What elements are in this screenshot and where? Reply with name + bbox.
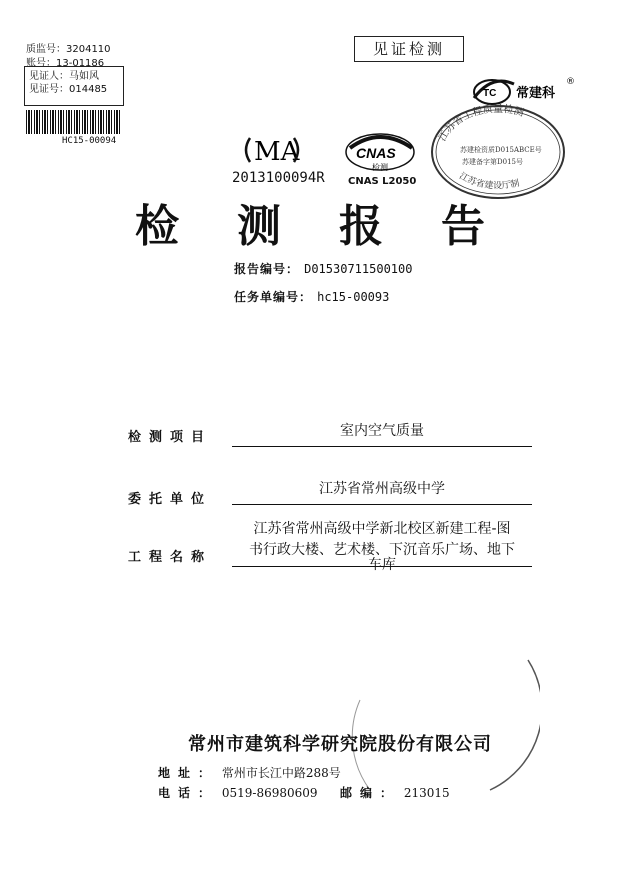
address-label: 地址： — [158, 766, 219, 780]
cma-mark — [240, 130, 330, 170]
address-row — [158, 764, 341, 781]
cnas-logo-icon — [342, 130, 422, 180]
client-label: 委托单位 — [128, 492, 213, 507]
company-seal-partial — [340, 640, 540, 800]
report-number: D01530711500100 — [304, 262, 413, 276]
report-number-row — [234, 258, 412, 277]
project-name-line-3: 车库 — [368, 557, 396, 573]
task-number: hc15-00093 — [317, 290, 390, 304]
project-name-line-2: 书行政大楼、艺术楼、下沉音乐广场、地下 — [249, 542, 515, 558]
project-name-underline — [232, 566, 532, 567]
witness-cert-number: 见证号：014485 — [29, 84, 108, 95]
qualification-seal — [428, 100, 568, 200]
page-title: 检测报告 — [135, 201, 543, 252]
seal-top-text: 江苏省工程质量检测 — [437, 103, 525, 144]
svg-text:江苏省工程质量检测 — [436, 102, 525, 143]
cnas-mark — [342, 130, 422, 180]
logo-name: 常建科 — [516, 86, 556, 101]
seal-line-2: 苏建备字第D015号 — [462, 158, 523, 166]
address-value: 常州市长江中路288号 — [221, 766, 341, 780]
witness-testing-label: 见证检测 — [354, 36, 464, 62]
account-number: 账号：13-01186 — [26, 58, 105, 69]
inspection-item-value: 室内空气质量 — [340, 423, 424, 439]
task-number-row — [234, 286, 389, 305]
cma-letters: MA — [254, 137, 300, 167]
inspection-item-label: 检测项目 — [128, 430, 213, 445]
client-value: 江苏省常州高级中学 — [319, 481, 445, 497]
issuer-name: 常州市建筑科学研究院股份有限公司 — [188, 734, 492, 755]
cma-logo-icon — [240, 130, 330, 170]
project-name-label: 工程名称 — [128, 550, 213, 565]
company-seal-icon — [340, 640, 540, 800]
phone-label: 电话： — [158, 786, 219, 800]
seal-line-1: 苏建检资质D015ABCE号 — [460, 146, 542, 154]
client-underline — [232, 504, 532, 505]
logo-mark: TC — [483, 88, 497, 99]
seal-icon — [428, 100, 568, 200]
task-number-label: 任务单编号： — [234, 290, 313, 304]
phone-row — [158, 784, 318, 801]
postcode-row — [340, 784, 450, 801]
postcode-value: 213015 — [403, 786, 450, 800]
phone-value: 0519-86980609 — [221, 786, 318, 800]
barcode-caption: HC15-00094 — [62, 136, 117, 146]
postcode-label: 邮编： — [340, 786, 401, 800]
cma-number: 2013100094R — [232, 170, 325, 186]
report-number-label: 报告编号： — [234, 262, 300, 276]
inspection-item-underline — [232, 446, 532, 447]
project-name-line-1: 江苏省常州高级中学新北校区新建工程-图 — [253, 521, 511, 537]
cnas-sub: 检测 — [372, 163, 388, 172]
cnas-letters: CNAS — [356, 145, 396, 161]
barcode — [26, 110, 122, 134]
witness-person: 见证人：马如风 — [29, 71, 99, 82]
supervision-number: 质监号：3204110 — [26, 44, 111, 55]
cnas-number: CNAS L2050 — [348, 176, 417, 187]
registered-mark: ® — [566, 77, 575, 87]
witness-info-box — [24, 66, 124, 106]
seal-bottom-text: 江苏省建设厅制 — [457, 171, 521, 192]
